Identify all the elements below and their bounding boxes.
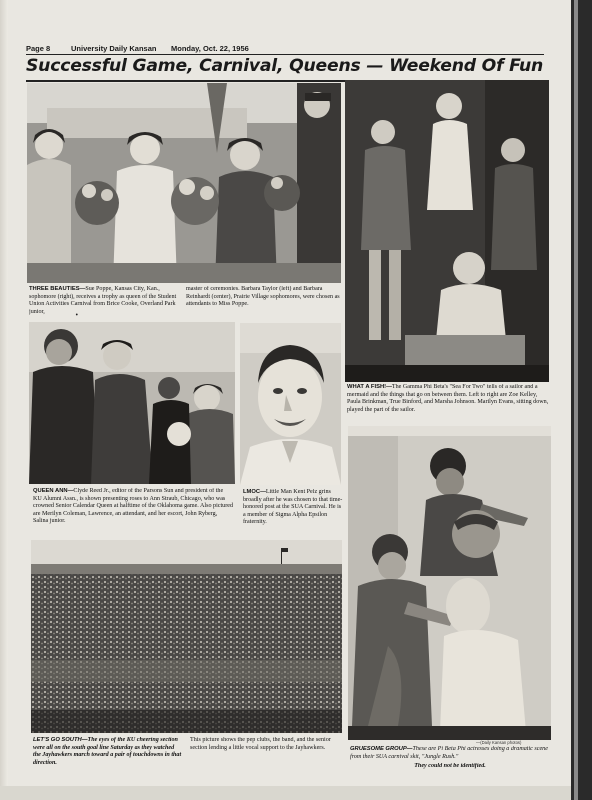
caption-lead: QUEEN ANN—	[33, 488, 74, 494]
caption-lead: LET'S GO SOUTH—	[33, 737, 88, 743]
caption-three-beauties-col1	[29, 286, 181, 318]
caption-lets-go-south-col2: This picture shows the pep clubs, the band, and the senior section lending a little vocal support to the Jayhawkers.	[190, 737, 331, 751]
caption-lets-go-south-col1	[33, 737, 183, 769]
caption-queen-ann	[33, 488, 233, 536]
caption-lead: WHAT A FISH!—	[347, 384, 392, 390]
photo-three-beauties	[27, 83, 341, 283]
caption-text: The Gamma Phi Beta's "Sea For Two" tells of a sailor and a mermaid and the things that go on between them. Left to right are Zoe Kelley, Paula Brinkman, True Binford, and Marsha Johnson. Marilyn Evans, sitting down, played the part of the sailor.	[347, 384, 549, 413]
page-edge-bottom	[0, 786, 571, 800]
photo-credit: —(Daily Kansan photos)	[476, 740, 522, 745]
issue-date: Monday, Oct. 22, 1956	[171, 44, 249, 53]
caption-three-beauties-col2: master of ceremonies. Barbara Taylor (left) and Barbara Reinhardt (center), Prairie Village sophomores, were chosen as attendants to Miss Poppe.	[186, 286, 340, 308]
photo-lets-go-south	[31, 540, 342, 733]
newspaper-name: University Daily Kansan	[71, 44, 157, 53]
caption-lead: LMOC—	[243, 489, 266, 495]
page-headline: Successful Game, Carnival, Queens — Weekend Of Fun	[26, 56, 544, 76]
photo-queen-ann	[29, 322, 235, 484]
caption-text: Little Man Kent Pelz grins broadly after he was chosen to that time-honored post at the SUA Carnival. He is a member of Sigma Alpha Epsilon fraternity.	[243, 489, 343, 526]
caption-lead: THREE BEAUTIES—	[29, 286, 86, 292]
caption-text: Sue Poppe, Kansas City, Kan., sophomore (right), receives a trophy as queen of the Student Union Activities Carnival from Brice Cooke, Overland Park junior,	[29, 286, 177, 315]
page-number: Page 8	[26, 44, 51, 53]
caption-text: The eyes of the KU cheering section were all on the south goal line Saturday as they watched the Jayhawkers march toward a pair of touchdowns in that direction.	[33, 737, 182, 766]
page-edge-left	[0, 0, 8, 800]
photo-gruesome-group	[348, 426, 551, 740]
caption-text: These are Pi Beta Phi actresses doing a dramatic scene from their SUA carnival skit, "Jungle Rush."	[350, 746, 548, 760]
caption-text: Clyde Reed Jr., editor of the Parsons Sun and president of the KU Alumni Assn., is shown presenting roses to Ann Straub, Chicago, who was crowned Senior Calendar Queen at halftime of the Oklahoma game. Also pictured are Merilyn Coleman, Lawrence, an attendant, and her escort, John Ryberg, Salina junior.	[33, 488, 233, 525]
caption-what-a-fish	[347, 384, 549, 424]
caption-lead: GRUESOME GROUP—	[350, 746, 413, 752]
scan-border-stripe	[574, 0, 578, 800]
photo-what-a-fish	[345, 80, 549, 382]
folio-rule	[26, 54, 544, 55]
caption-gruesome-tail: They could not be identified.	[414, 763, 486, 769]
ornament-dot: •	[75, 312, 79, 319]
photo-lmoc	[240, 323, 341, 485]
caption-lmoc	[243, 489, 343, 537]
